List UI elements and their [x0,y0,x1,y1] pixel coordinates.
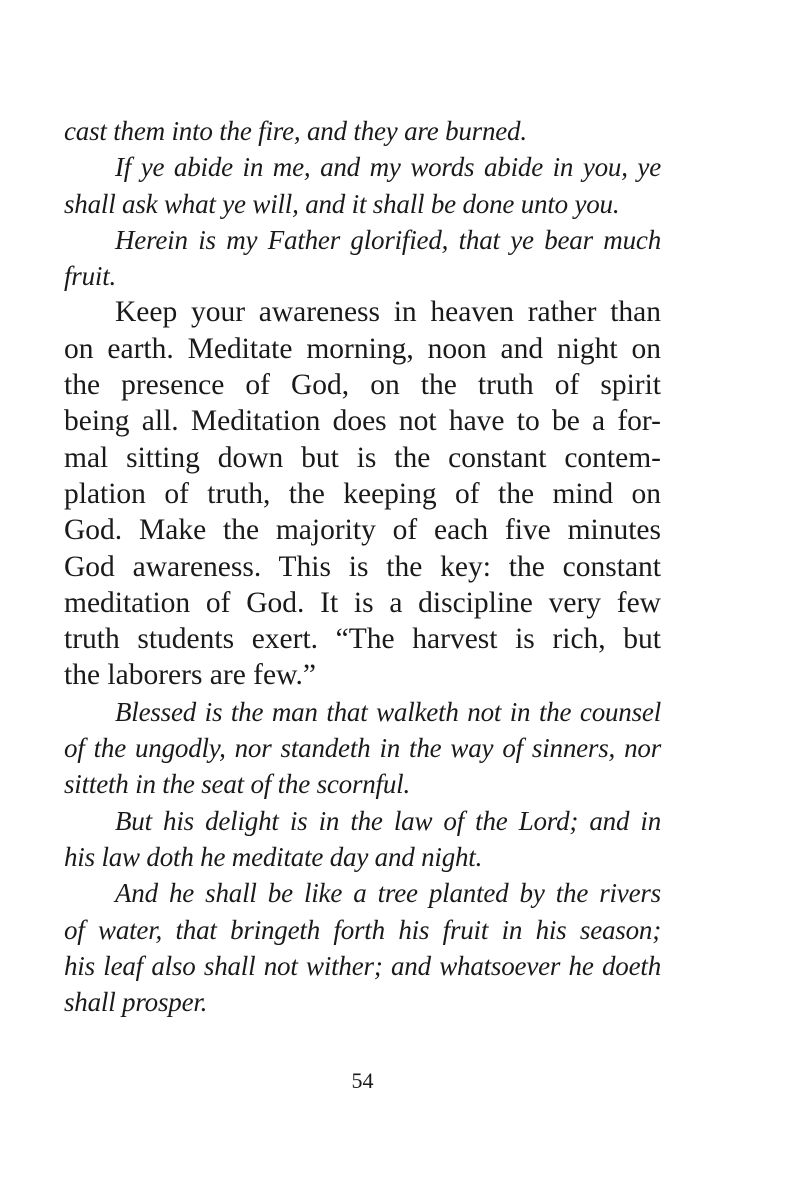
text-line: his leaf also shall not wither; and whatsoever he doeth [64,950,661,981]
scripture-passage [64,222,661,295]
text-line: But his delight is in the law of the Lord; and in [115,805,661,836]
scripture-passage [64,875,661,1020]
text-line: his law doth he meditate day and night. [64,841,483,872]
page-body-text [64,113,661,1020]
text-line: being all. Meditation does not have to be a for- [64,405,661,438]
text-line: of the ungodly, nor standeth in the way of sinners, nor [64,733,661,764]
text-line: fruit. [64,261,117,292]
text-line: the presence of God, on the truth of spirit [64,369,661,402]
scripture-passage [64,694,661,803]
text-line: If ye abide in me, and my words abide in you, ye [115,152,661,183]
scripture-passage [64,803,661,876]
text-line: God. Make the majority of each five minutes [64,514,661,547]
text-line: shall prosper. [64,987,208,1018]
text-line: truth students exert. “The harvest is rich, but [64,623,661,656]
text-line: Keep your awareness in heaven rather than [115,296,661,329]
text-line: Herein is my Father glorified, that ye bear much [115,224,661,255]
text-line: And he shall be like a tree planted by the rivers [115,878,661,909]
body-paragraph [64,294,661,693]
text-line: God awareness. This is the key: the constant [64,550,661,583]
scripture-passage-continuation [64,113,661,149]
text-line: the laborers are few.” [64,659,316,692]
text-line: sitteth in the seat of the scornful. [64,769,411,800]
text-line: cast them into the fire, and they are burned. [64,116,527,146]
page-number: 54 [351,1068,374,1093]
text-line: on earth. Meditate morning, noon and night on [64,332,661,365]
text-line: shall ask what ye will, and it shall be done unto you. [64,188,620,219]
text-line: plation of truth, the keeping of the mind on [64,477,661,510]
text-line: Blessed is the man that walketh not in the counsel [115,696,661,727]
text-line: mal sitting down but is the constant contem- [64,441,661,474]
text-line: meditation of God. It is a discipline very few [64,586,661,619]
scripture-passage [64,149,661,222]
text-line: of water, that bringeth forth his fruit in his season; [64,914,661,945]
